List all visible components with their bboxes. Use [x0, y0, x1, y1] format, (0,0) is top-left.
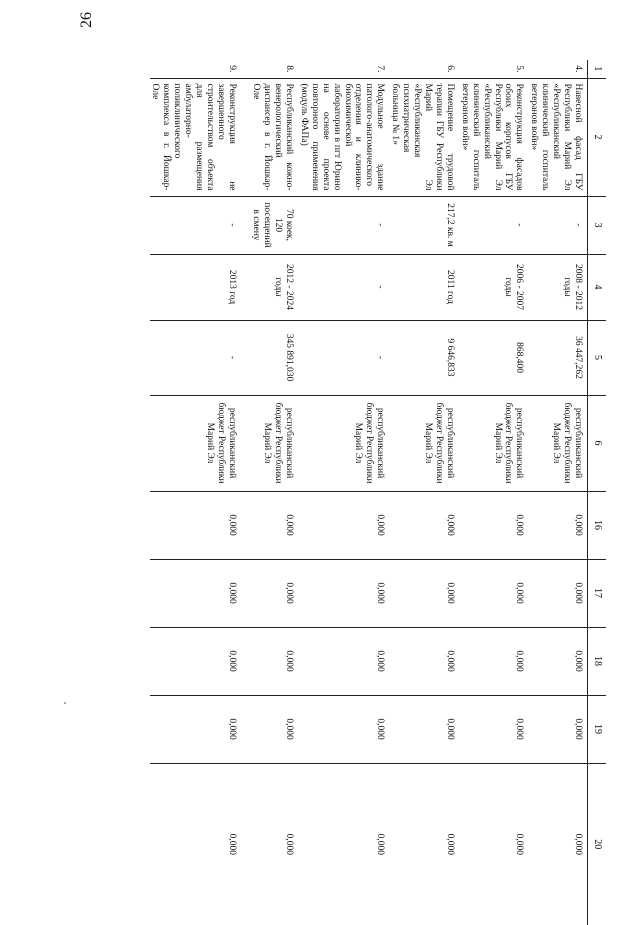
cost-cell: 868,400 [459, 320, 529, 395]
value-col20: 0,000 [150, 763, 241, 925]
column-number-row [588, 60, 607, 925]
table-row [298, 60, 389, 925]
value-col19: 0,000 [298, 695, 389, 763]
funding-source-cell: республиканский бюджет Республики Марий Эл [241, 395, 298, 491]
objects-table [150, 60, 606, 925]
cost-cell: - [298, 320, 389, 395]
value-col18: 0,000 [389, 627, 459, 695]
cost-cell: 9 646,833 [389, 320, 459, 395]
capacity-cell: - [528, 196, 587, 254]
row-number: 8. [283, 65, 294, 73]
value-col18: 0,000 [528, 627, 587, 695]
funding-source-cell: республиканский бюджет Республики Марий Эл [298, 395, 389, 491]
period-cell: 2011 год [389, 254, 459, 320]
value-col20: 0,000 [241, 763, 298, 925]
object-name: Навесной фасад ГБУ Республики Марий Эл «Республиканский клинический госпиталь ветеранов войн» [528, 78, 587, 196]
capacity-cell: - [459, 196, 529, 254]
row-number: 9. [226, 65, 237, 73]
column-header: 18 [588, 627, 607, 695]
table-row [459, 60, 529, 925]
value-col16: 0,000 [298, 491, 389, 559]
capacity-cell: - [150, 196, 241, 254]
value-col16: 0,000 [389, 491, 459, 559]
value-col20: 0,000 [528, 763, 587, 925]
value-col17: 0,000 [528, 559, 587, 627]
column-header: 1 [588, 60, 607, 78]
rotated-table-container [111, 60, 606, 905]
period-cell: 2012 - 2024 годы [241, 254, 298, 320]
value-col18: 0,000 [241, 627, 298, 695]
value-col16: 0,000 [150, 491, 241, 559]
capacity-cell: - [298, 196, 389, 254]
value-col17: 0,000 [389, 559, 459, 627]
funding-source-cell: республиканский бюджет Республики Марий Эл [389, 395, 459, 491]
capacity-cell: 70 коек, 120 посещений в смену [241, 196, 298, 254]
scan-speck [64, 702, 66, 704]
value-col17: 0,000 [298, 559, 389, 627]
period-cell: 2008 - 2012 годы [528, 254, 587, 320]
table-row [241, 60, 298, 925]
capacity-cell: 217,2 кв. м [389, 196, 459, 254]
table-row [389, 60, 459, 925]
row-number: 6. [444, 65, 455, 73]
row-number: 4. [573, 65, 583, 73]
value-col19: 0,000 [389, 695, 459, 763]
table-row [150, 60, 241, 925]
funding-source-cell: республиканский бюджет Республики Марий Эл [528, 395, 587, 491]
column-header: 5 [588, 320, 607, 395]
value-col17: 0,000 [241, 559, 298, 627]
period-cell: 2013 год [150, 254, 241, 320]
value-col20: 0,000 [298, 763, 389, 925]
column-header: 20 [588, 763, 607, 925]
column-header: 2 [588, 78, 607, 196]
funding-source-cell: республиканский бюджет Республики Марий Эл [459, 395, 529, 491]
value-col16: 0,000 [241, 491, 298, 559]
column-header: 3 [588, 196, 607, 254]
table-row [528, 60, 587, 925]
value-col20: 0,000 [389, 763, 459, 925]
object-name: Республиканский кожно-венерологический диспансер в г. Йошкар-Оле [241, 78, 298, 196]
value-col20: 0,000 [459, 763, 529, 925]
cost-cell: 345 891,030 [241, 320, 298, 395]
value-col18: 0,000 [459, 627, 529, 695]
value-col19: 0,000 [459, 695, 529, 763]
page-number: 26 [78, 12, 95, 28]
value-col19: 0,000 [528, 695, 587, 763]
value-col18: 0,000 [150, 627, 241, 695]
row-number: 7. [375, 65, 386, 73]
column-header: 19 [588, 695, 607, 763]
value-col19: 0,000 [150, 695, 241, 763]
value-col17: 0,000 [150, 559, 241, 627]
value-col19: 0,000 [241, 695, 298, 763]
cost-cell: - [150, 320, 241, 395]
value-col17: 0,000 [459, 559, 529, 627]
column-header: 4 [588, 254, 607, 320]
cost-cell: 36 447,262 [528, 320, 587, 395]
period-cell: 2006 - 2007 годы [459, 254, 529, 320]
column-header: 16 [588, 491, 607, 559]
value-col16: 0,000 [528, 491, 587, 559]
object-name: Реконструкция фасадов обоих корпусов ГБУ Республики Марий Эл «Республиканский клинический госпиталь ветеранов войн» [459, 78, 529, 196]
value-col16: 0,000 [459, 491, 529, 559]
row-number: 5. [514, 65, 525, 73]
funding-source-cell: республиканский бюджет Республики Марий Эл [150, 395, 241, 491]
column-header: 6 [588, 395, 607, 491]
period-cell: - [298, 254, 389, 320]
object-name: Помещение трудовой терапии ГБУ Республики Марий Эл «Республиканская психиатрическая больница № 1» [389, 78, 459, 196]
column-header: 17 [588, 559, 607, 627]
value-col18: 0,000 [298, 627, 389, 695]
object-name: Модульное здание патолого-анатомического отделения и клинико-биохимической лаборатории в пгт Юрино на основе проекта повторного применения (модуль ФАПа) [298, 78, 389, 196]
object-name: Реконструкция не завершенного строительством объекта для размещения амбулаторно-поликлинического комплекса в г. Йошкар-Оле [150, 78, 241, 196]
